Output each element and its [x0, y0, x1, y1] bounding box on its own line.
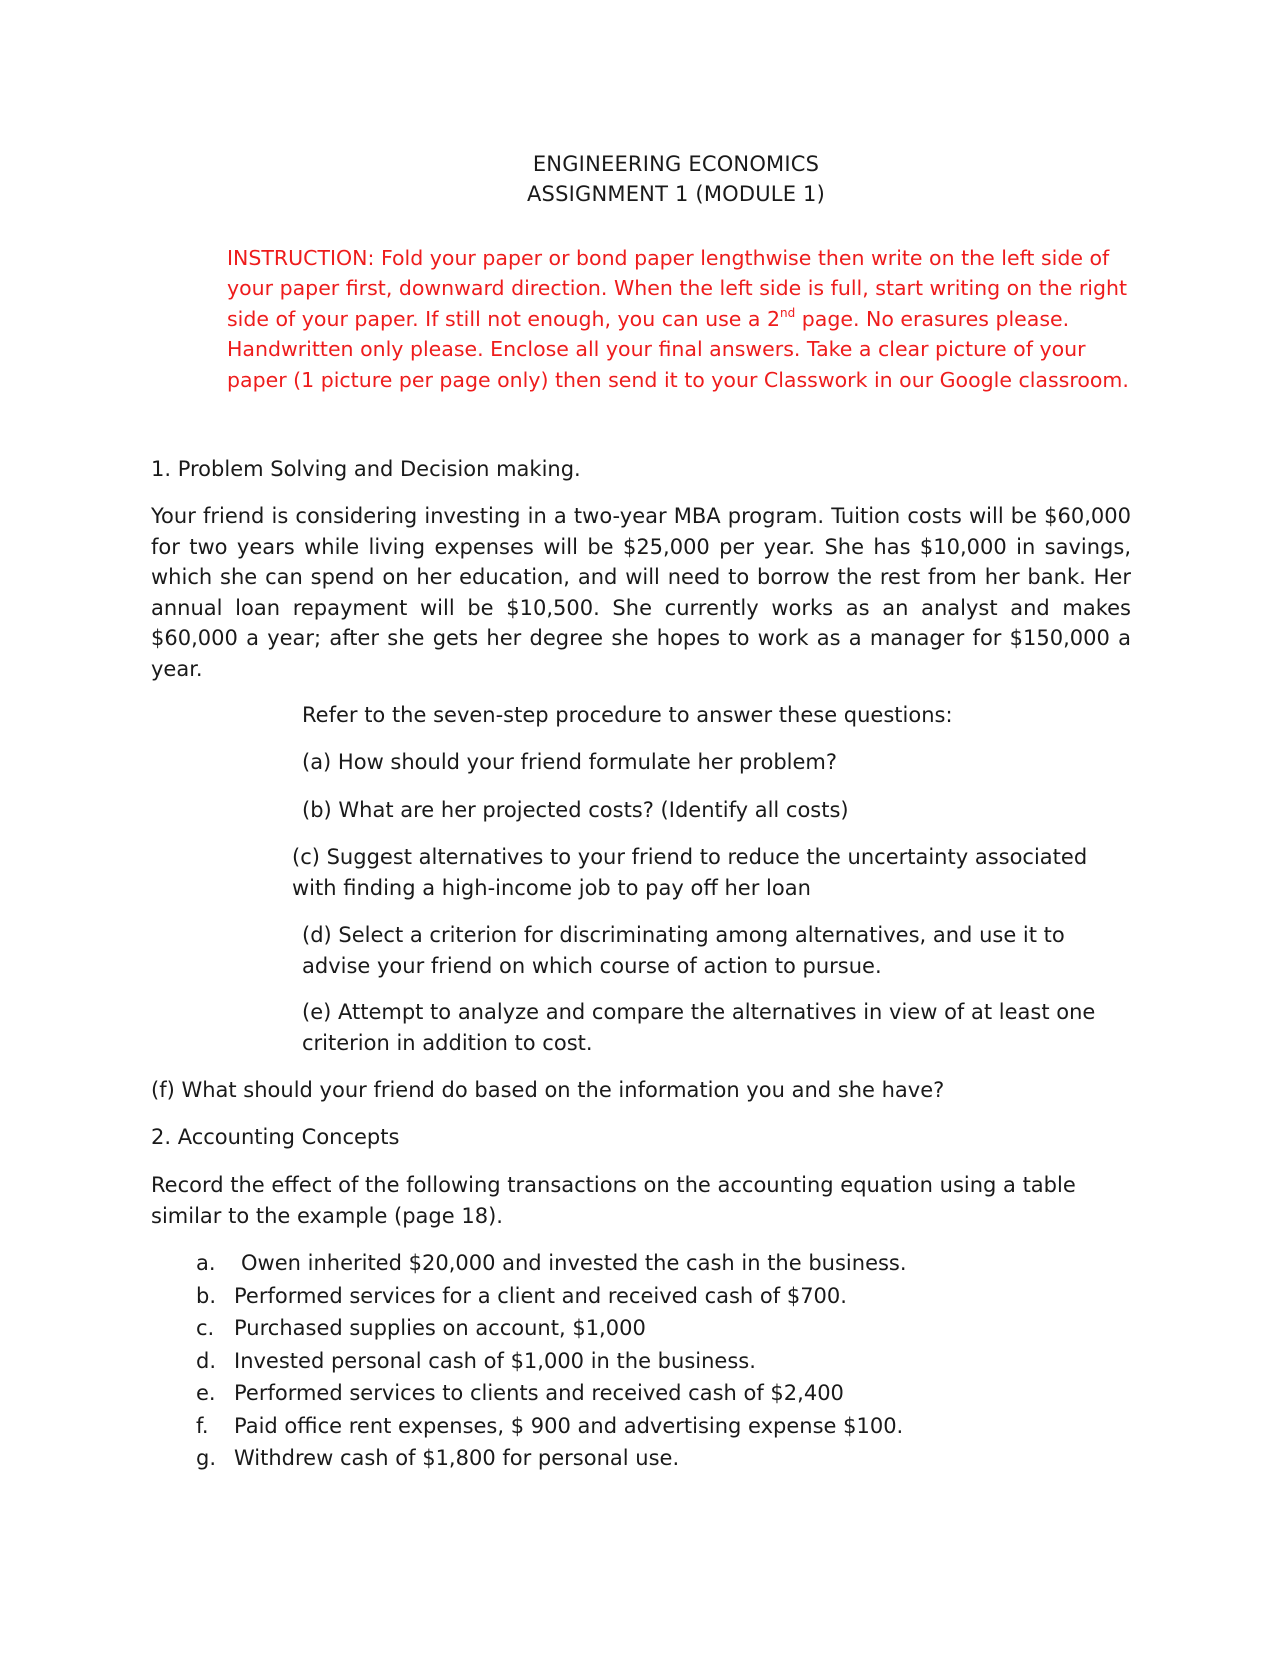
- list-marker: g.: [196, 1446, 217, 1470]
- list-item-text: Performed services for a client and received cash of $700.: [234, 1283, 847, 1308]
- list-item-text: Invested personal cash of $1,000 in the business.: [234, 1348, 756, 1373]
- list-item-text: Withdrew cash of $1,800 for personal use.: [234, 1446, 680, 1470]
- problem2-heading: 2. Accounting Concepts: [151, 1125, 400, 1149]
- list-item-text: Owen inherited $20,000 and invested the cash in the business.: [241, 1251, 907, 1275]
- list-marker: e.: [196, 1381, 216, 1405]
- list-item: [196, 1312, 1116, 1345]
- list-marker: f.: [196, 1413, 209, 1438]
- list-marker: a.: [196, 1251, 216, 1275]
- problem1-heading: 1. Problem Solving and Decision making.: [151, 457, 581, 481]
- transaction-list: [196, 1247, 1116, 1475]
- list-item: [196, 1247, 1116, 1280]
- question-a: (a) How should your friend formulate her problem?: [302, 750, 838, 774]
- list-item: [196, 1377, 1116, 1410]
- question-f: (f) What should your friend do based on the information you and she have?: [151, 1078, 945, 1102]
- list-item-text: Performed services to clients and received cash of $2,400: [234, 1381, 844, 1405]
- list-item-text: Purchased supplies on account, $1,000: [234, 1316, 646, 1340]
- question-b: (b) What are her projected costs? (Identify all costs): [302, 798, 849, 822]
- instruction-text: INSTRUCTION: Fold your paper or bond paper lengthwise then write on the left side of your paper first, downward direction. When the left side is full, start writing on the right side of your paper. If still not enough, you can use a 2: [227, 246, 1128, 331]
- question-c: (c) Suggest alternatives to your friend to reduce the uncertainty associated with finding a high-income job to pay off her loan: [292, 845, 1088, 900]
- list-item: [196, 1345, 1116, 1378]
- document-title: ENGINEERING ECONOMICS: [532, 152, 820, 176]
- problem2-intro: Record the effect of the following transactions on the accounting equation using a table similar to the example (page 18).: [151, 1173, 1076, 1228]
- question-d: (d) Select a criterion for discriminating among alternatives, and use it to advise your friend on which course of action to pursue.: [302, 923, 1065, 978]
- document-subtitle: ASSIGNMENT 1 (MODULE 1): [526, 182, 825, 206]
- instruction-superscript: nd: [780, 305, 796, 320]
- question-e: (e) Attempt to analyze and compare the alternatives in view of at least one criterion in addition to cost.: [302, 1000, 1096, 1055]
- instruction-text-cont: page. No erasures please. Handwritten only please. Enclose all your final answers. Take a clear picture of your paper (1 picture per page only) then send it to your Classwork in our Google classroom.: [227, 306, 1129, 392]
- problem1-scenario: Your friend is considering investing in a two-year MBA program. Tuition costs will be $60,000 for two years while living expenses will be $25,000 per year. She has $10,000 in savings, which she can spend on her education, and will need to borrow the rest from her bank. Her annual loan repayment will be $10,500. She currently works as an analyst and makes $60,000 a year; after she gets her degree she hopes to work as a manager for $150,000 a year.: [151, 504, 1131, 681]
- list-item: [196, 1442, 1116, 1475]
- list-item: [196, 1280, 1116, 1313]
- list-marker: b.: [196, 1283, 217, 1308]
- list-item-text: Paid office rent expenses, $ 900 and advertising expense $100.: [234, 1413, 904, 1438]
- problem1-prompt: Refer to the seven-step procedure to answer these questions:: [302, 703, 953, 727]
- list-marker: c.: [196, 1316, 215, 1340]
- instruction-block: [227, 243, 1132, 395]
- list-item: [196, 1410, 1116, 1443]
- list-marker: d.: [196, 1348, 217, 1373]
